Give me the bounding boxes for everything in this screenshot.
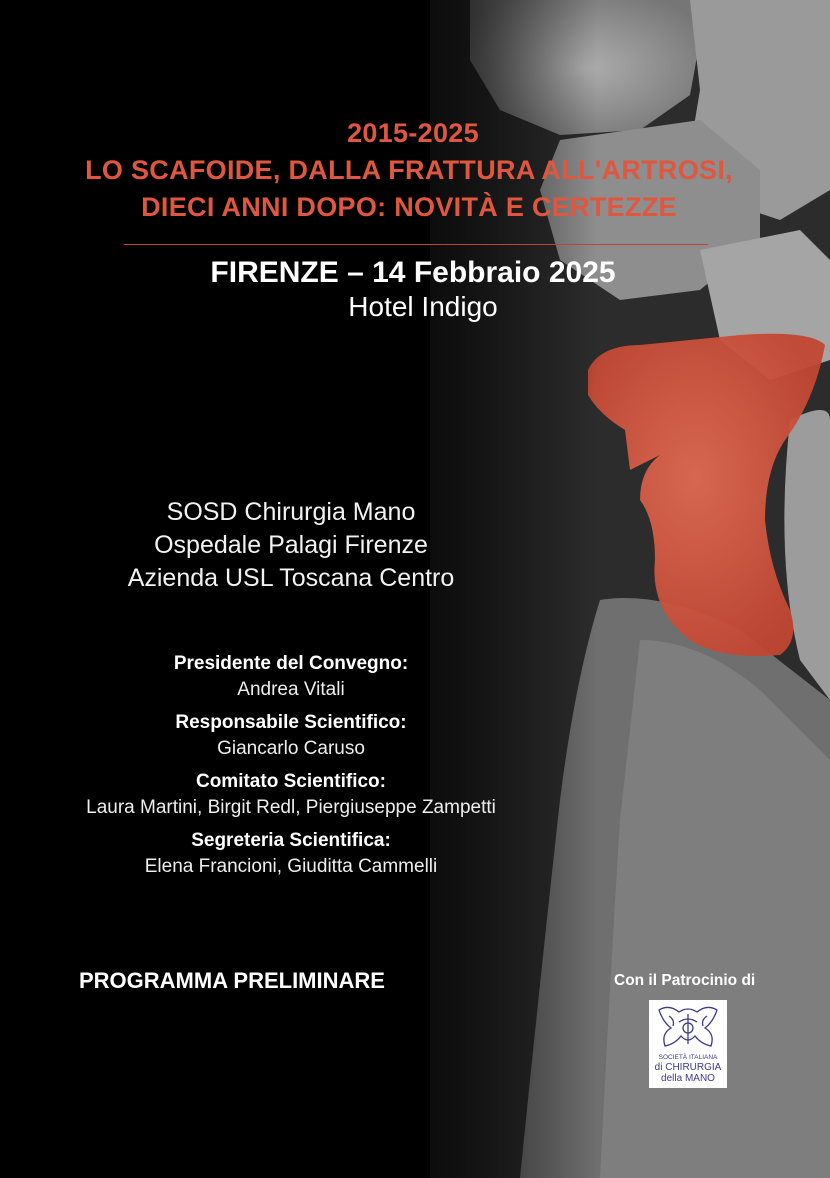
role-names-responsabile: Giancarlo Caruso: [217, 738, 365, 759]
event-title-line-1: LO SCAFOIDE, DALLA FRATTURA ALL'ARTROSI,: [85, 155, 733, 185]
organizer-line: SOSD Chirurgia Mano: [166, 498, 416, 526]
logo-text-line-2: di CHIRURGIA: [654, 1062, 722, 1073]
event-city-date: FIRENZE – 14 Febbraio 2025: [210, 256, 616, 289]
role-names-presidente: Andrea Vitali: [237, 679, 345, 700]
role-heading-comitato: Comitato Scientifico:: [195, 771, 386, 792]
event-title-line-2: DIECI ANNI DOPO: NOVITÀ E CERTEZZE: [141, 192, 677, 222]
logo-text-line-3: della MANO: [661, 1073, 715, 1084]
event-years: 2015-2025: [347, 118, 479, 148]
organizer-line: Azienda USL Toscana Centro: [127, 564, 455, 592]
patrocinio-label: Con il Patrocinio di: [614, 972, 756, 989]
logo-text-line-1: SOCIETÀ ITALIANA: [658, 1054, 718, 1061]
organizer-line: Ospedale Palagi Firenze: [154, 531, 428, 559]
role-heading-presidente: Presidente del Convegno:: [173, 653, 409, 674]
title-divider: [124, 244, 708, 245]
role-names-comitato: Laura Martini, Birgit Redl, Piergiuseppe Zampetti: [86, 797, 496, 818]
role-names-segreteria: Elena Francioni, Giuditta Cammelli: [144, 856, 438, 877]
sicm-crest-icon: [649, 1000, 727, 1088]
event-venue: Hotel Indigo: [348, 291, 498, 322]
role-heading-segreteria: Segreteria Scientifica:: [191, 830, 391, 851]
sicm-logo: [649, 1000, 727, 1088]
role-heading-responsabile: Responsabile Scientifico:: [175, 712, 407, 733]
programma-label: PROGRAMMA PRELIMINARE: [79, 968, 385, 993]
